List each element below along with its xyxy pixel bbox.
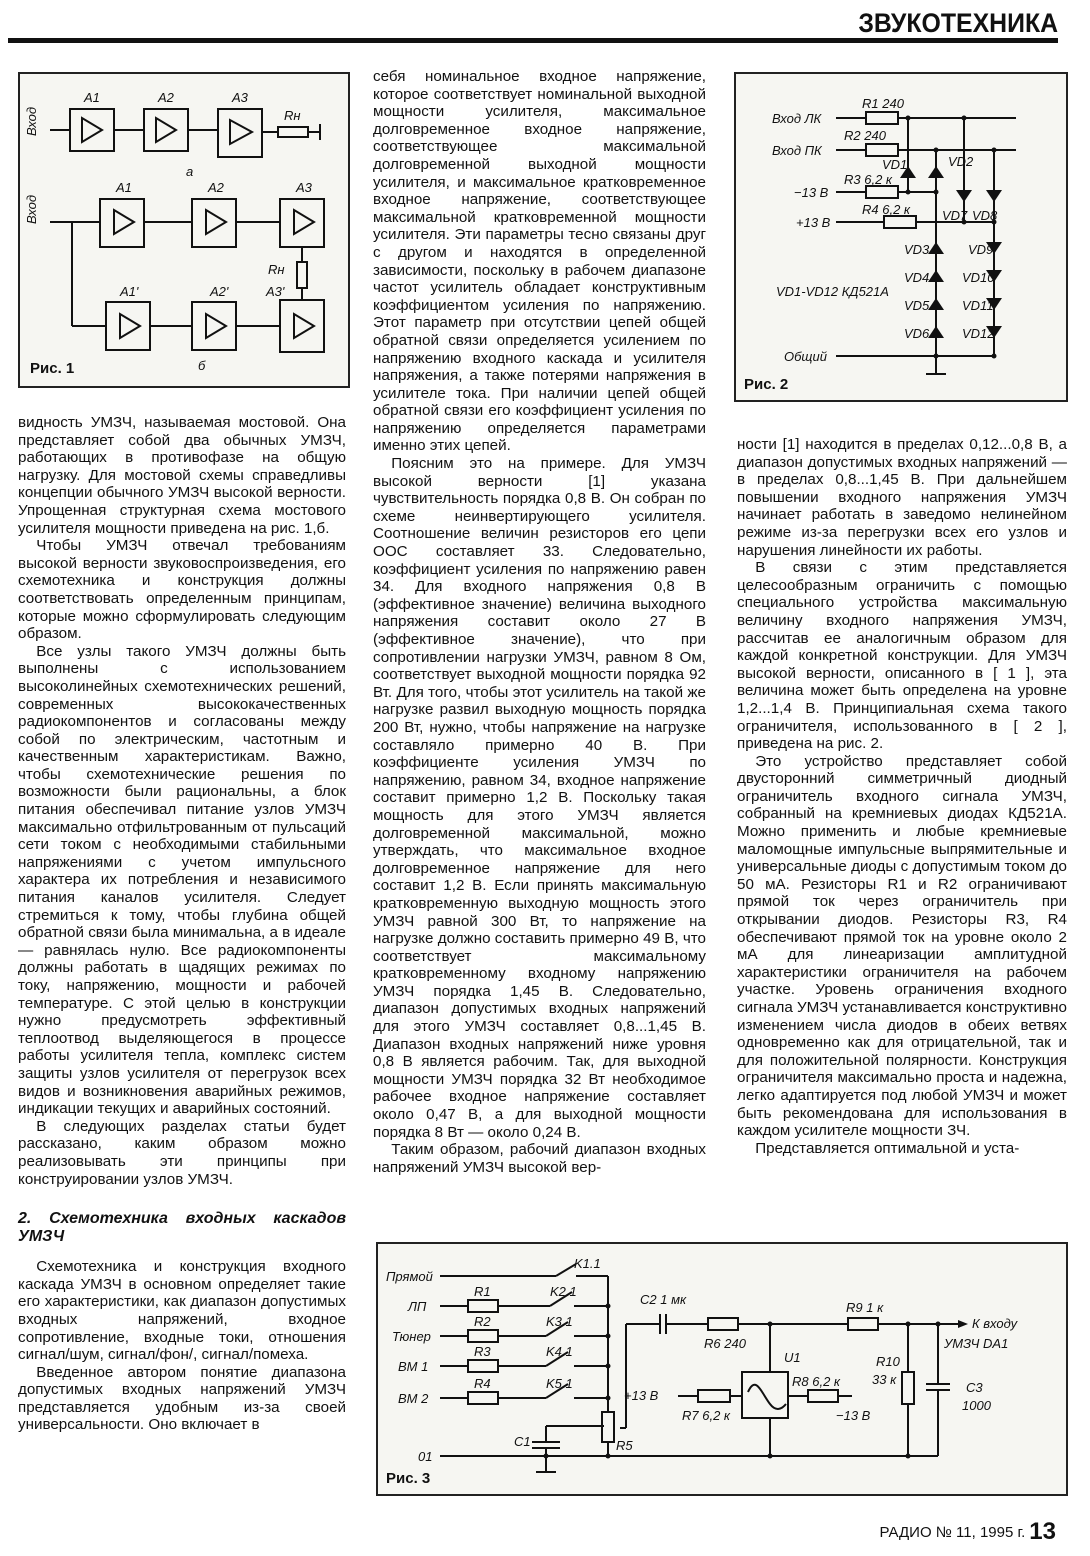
svg-text:R9 1 к: R9 1 к bbox=[846, 1300, 884, 1315]
svg-text:U1: U1 bbox=[784, 1350, 801, 1365]
svg-text:C1: C1 bbox=[514, 1434, 531, 1449]
svg-text:VD10: VD10 bbox=[962, 270, 995, 285]
svg-text:Тюнер: Тюнер bbox=[392, 1329, 431, 1344]
column-3 bbox=[737, 436, 1067, 1157]
figure-2 bbox=[734, 72, 1068, 402]
input-selector-schematic bbox=[378, 1244, 1066, 1494]
svg-text:VD11: VD11 bbox=[962, 298, 994, 313]
svg-text:R3: R3 bbox=[474, 1344, 491, 1359]
svg-text:R8 6,2 к: R8 6,2 к bbox=[792, 1374, 841, 1389]
paragraph: Таким образом, рабочий диапазон входных напряжений УМЗЧ высокой вер- bbox=[373, 1141, 706, 1176]
svg-text:R5: R5 bbox=[616, 1438, 633, 1453]
svg-text:VD3: VD3 bbox=[904, 242, 930, 257]
section-title: ЗВУКОТЕХНИКА bbox=[858, 8, 1058, 38]
paragraph: Поясним это на примере. Для УМЗЧ высокой верности [1] указана чувствительность порядка 0,8 В. Он собран по схеме неинвертирующего усилителя. Соотношение величин резисторов его цепи ООС составляет 33. Следовательно, коэффициент усиления по напряжению равен 34. Для входного напряжения 0,8 В (эффективное значение) величина выходного напряжения составит около 27 В (эффективное значение), что при сопротивлении нагрузки УМЗЧ, равном 8 Ом, соответствует выходной мощности порядка 92 Вт. Для того, чтобы этот усилитель на такой же нагрузке развил выходную мощность порядка 200 Вт, нужно, чтобы напряжение на нагрузке составляло примерно 40 В. При коэффициенте усиления УМЗЧ по напряжению, равном 34, входное напряжение составит примерно 1,2 В. Поскольку такая мощность для этого УМЗЧ является долговременной максимальной, можно утверждать, что максимальное входное долговременное напряжение для него составит 1,2 В. Если принять максимальную кратковременную выходную мощность этого УМЗЧ равной 300 Вт, то напряжение на нагрузке должно составить примерно 49 В, что соответствует максимальному кратковременному входному напряжению УМЗЧ порядка 1,45 В. Следовательно, диапазон допустимых входных напряжений для этого УМЗЧ составляет 0,8...1,45 В. Диапазон входных напряжений ниже уровня 0,8 В является рабочим. Так, для выходной мощности УМЗЧ порядка 32 Вт необходимое рабочее входное напряжение составляет около 0,47 В, а для выходной мощности порядка 8 Вт — около 0,24 В. bbox=[373, 455, 706, 1141]
svg-text:33 к: 33 к bbox=[872, 1372, 897, 1387]
figure-3-caption: Рис. 3 bbox=[386, 1470, 431, 1487]
svg-text:A1: A1 bbox=[116, 180, 132, 195]
svg-text:A2: A2 bbox=[158, 90, 174, 105]
svg-text:VD9: VD9 bbox=[968, 242, 994, 257]
paragraph: себя номинальное входное напряжение, которое соответствует номинальной выходной мощности усилителя, максимальное долговременное входное напряжение, соответствующее максимальной долговременной выходной мощности усилителя, и максимальное кратковременное входное напряжение, соответствующее максимальной кратковременной мощности усилителя. Эти параметры тесно связаны друг с другом и находятся в определенной зависимости, поскольку в рабочем диапазоне частот усилитель обладает конструктивным коэффициентом усиления по напряжению. Этот параметр при отсутствии цепей общей обратной связи определяется усилением по напряжению входного каскада и усилителя напряжения, а также потерями напряжения в усилителе тока. При наличии цепей общей обратной связи его коэффициент усиления по напряжению определяется параметрами именно этих цепей. bbox=[373, 68, 706, 455]
svg-text:A3: A3 bbox=[232, 90, 248, 105]
header-rule bbox=[8, 38, 1058, 43]
journal-info: РАДИО № 11, 1995 г. bbox=[879, 1524, 1026, 1541]
svg-text:VD2: VD2 bbox=[948, 154, 974, 169]
svg-text:Общий: Общий bbox=[784, 349, 827, 364]
svg-text:A1': A1' bbox=[120, 284, 139, 299]
svg-text:K2.1: K2.1 bbox=[550, 1284, 577, 1299]
svg-text:R4: R4 bbox=[474, 1376, 491, 1391]
page-footer bbox=[880, 1518, 1057, 1546]
svg-text:1000: 1000 bbox=[962, 1398, 991, 1413]
svg-text:R1 240: R1 240 bbox=[862, 96, 904, 111]
svg-text:C3: C3 bbox=[966, 1380, 983, 1395]
svg-text:ВМ 1: ВМ 1 bbox=[398, 1359, 429, 1374]
svg-text:Вход ПК: Вход ПК bbox=[772, 143, 822, 158]
svg-text:R6 240: R6 240 bbox=[704, 1336, 746, 1351]
svg-text:ВМ 2: ВМ 2 bbox=[398, 1391, 429, 1406]
svg-text:R3 6,2 к: R3 6,2 к bbox=[844, 172, 893, 187]
svg-text:A2: A2 bbox=[208, 180, 224, 195]
svg-text:VD6: VD6 bbox=[904, 326, 930, 341]
svg-text:A3': A3' bbox=[266, 284, 285, 299]
svg-text:Вход: Вход bbox=[24, 106, 39, 136]
svg-text:A1: A1 bbox=[84, 90, 100, 105]
svg-text:VD8: VD8 bbox=[972, 208, 998, 223]
svg-text:а: а bbox=[186, 164, 194, 179]
svg-text:К входу: К входу bbox=[972, 1316, 1018, 1331]
svg-text:УМЗЧ DA1: УМЗЧ DA1 bbox=[944, 1336, 1009, 1351]
svg-text:−13 В: −13 В bbox=[836, 1408, 871, 1423]
svg-text:01: 01 bbox=[418, 1449, 433, 1464]
svg-text:R4 6,2 к: R4 6,2 к bbox=[862, 202, 911, 217]
paragraph: видность УМЗЧ, называемая мостовой. Она представляет собой два обычных УМЗЧ, работающих в противофазе на общую нагрузку. Для мостовой схемы справедливы концепции обычного УМЗЧ высокой верности. Упрощенная структурная схема мостового усилителя мощности приведена на рис. 1,б. bbox=[18, 414, 346, 537]
svg-text:VD12: VD12 bbox=[962, 326, 995, 341]
column-2 bbox=[373, 68, 706, 1176]
figure-3 bbox=[376, 1242, 1068, 1496]
svg-text:VD4: VD4 bbox=[904, 270, 930, 285]
svg-text:R2: R2 bbox=[474, 1314, 491, 1329]
svg-text:VD7: VD7 bbox=[942, 208, 968, 223]
svg-text:R7 6,2 к: R7 6,2 к bbox=[682, 1408, 731, 1423]
svg-text:R1: R1 bbox=[474, 1284, 491, 1299]
svg-text:Вход: Вход bbox=[24, 194, 39, 224]
paragraph: Представляется оптимальной и уста- bbox=[755, 1139, 1020, 1157]
page-number: 13 bbox=[1029, 1518, 1056, 1545]
svg-text:−13 В: −13 В bbox=[794, 185, 829, 200]
svg-text:VD1-VD12 КД521А: VD1-VD12 КД521А bbox=[776, 284, 889, 299]
svg-text:Rн: Rн bbox=[284, 108, 301, 123]
paragraph: Введенное автором понятие диапазона допустимых входных напряжений УМЗЧ представляется удобным из-за своей универсальности. Оно включает в bbox=[18, 1363, 346, 1434]
svg-text:K4.1: K4.1 bbox=[546, 1344, 573, 1359]
svg-text:+13 В: +13 В bbox=[624, 1388, 659, 1403]
svg-text:Вход ЛК: Вход ЛК bbox=[772, 111, 822, 126]
svg-text:Прямой: Прямой bbox=[386, 1269, 433, 1284]
svg-text:K5.1: K5.1 bbox=[546, 1376, 573, 1391]
paragraph: Схемотехника и конструкция входного каскада УМЗЧ в основном определяет такие его характеристики, как диапазон допустимых входных напряжений, входное сопротивление, входные токи, отношения сигнал/шум, сигнал/фон/, сигнал/помеха. bbox=[18, 1258, 346, 1364]
svg-text:Rн: Rн bbox=[268, 262, 285, 277]
svg-text:R2 240: R2 240 bbox=[844, 128, 886, 143]
svg-text:VD5: VD5 bbox=[904, 298, 930, 313]
paragraph: Это устройство представляет собой двусторонний симметричный диодный ограничитель входного сигнала УМЗЧ, собранный на кремниевых диодах КД521А. Можно применить и любые кремниевые маломощные импульсные выпрямительные и универсальные диоды с допустимым током до 50 мА. Резисторы R1 и R2 ограничивают прямой ток через ограничитель при открывании диодов. Резисторы R3, R4 обеспечивают прямой ток на уровне около 2 мА для линеаризации амплитудной характеристики ограничителя на рабочем участке. Уровень ограничения входного сигнала УМЗЧ устанавливается конструктивно изменением числа диодов в обеих ветвях одновременно как для отрицательной, так и для положительной полярности. Конструкция ограничителя максимально проста и надежна, легко адаптируется под любой УМЗЧ и может быть рекомендована для использования в каждом усилителе мощности ЗЧ. bbox=[737, 752, 1067, 1140]
svg-text:б: б bbox=[198, 358, 206, 373]
paragraph: ности [1] находится в пределах 0,12...0,8 В, а диапазон допустимых входных напряжений — в пределах 0,8...1,45 В. При дальнейшем повышении входного напряжения УМЗЧ начинает работать в заведомо нелинейном режиме из-за перегрузки всех его узлов и нарушения линейности их работы. bbox=[737, 436, 1067, 559]
svg-text:C2 1 мк: C2 1 мк bbox=[640, 1292, 687, 1307]
svg-text:A3: A3 bbox=[296, 180, 312, 195]
paragraph: Чтобы УМЗЧ отвечал требованиям высокой верности звуковоспроизведения, его схемотехника и конструкция должны соответствовать определенным принципам, которые можно сформулировать следующим образом. bbox=[18, 537, 346, 643]
svg-text:ЛП: ЛП bbox=[408, 1299, 427, 1314]
block-diagram bbox=[20, 74, 348, 386]
paragraph: В связи с этим представляется целесообразным ограничить с помощью специального устройства максимальную величину входного напряжения УМЗЧ, рассчитав ее аналогичным образом для каждой конкретной конструкции. Для УМЗЧ высокой верности, описанного в [ 1 ], эта величина может быть определена на уровне 1,2...1,4 В. Принципиальная схема такого ограничителя, использованного в [ 2 ], приведена на рис. 2. bbox=[737, 559, 1067, 753]
svg-text:A2': A2' bbox=[210, 284, 229, 299]
paragraph: В следующих разделах статьи будет рассказано, каким образом можно реализовывать эти принципы при конструировании узлов УМЗЧ. bbox=[18, 1117, 346, 1188]
svg-text:K3.1: K3.1 bbox=[546, 1314, 573, 1329]
figure-2-caption: Рис. 2 bbox=[744, 376, 789, 393]
svg-text:K1.1: K1.1 bbox=[574, 1256, 601, 1271]
figure-1-caption: Рис. 1 bbox=[30, 360, 75, 377]
column-1 bbox=[18, 414, 346, 1434]
limiter-schematic bbox=[736, 74, 1066, 400]
svg-text:VD1: VD1 bbox=[882, 157, 908, 172]
paragraph: Все узлы такого УМЗЧ должны быть выполнены с использованием высоколинейных схемотехнических решений, современных высококачественных радиокомпонентов и согласованы между собой по электрическим, частотным и качественным характеристикам. Важно, чтобы схемотехнические решения по возможности были рациональны, а блок питания обеспечивал питание узлов УМЗЧ максимально отфильтрованным от пульсаций сети током с необходимыми стабильными напряжениями с учетом импульсного характера их потребления и независимого питания каналов усилителя. Следует стремиться к тому, чтобы глубина общей обратной связи была минимальна, а в идеале — равнялась нулю. Все радиокомпоненты должны работать в щадящих режимах по току, напряжению, мощности и рабочей температуре. С этой целью в конструкции нужно предусмотреть эффективный теплоотвод выделяющегося в процессе работы усилителя тепла, комплекс систем защиты узлов усилителя от перегрузок всех видов и возникновения аварийных режимов, индикации текущих и аварийных состояний. bbox=[18, 642, 346, 1118]
section-heading: 2. Схемотехника входных каскадов УМЗЧ bbox=[18, 1210, 346, 1246]
svg-text:R10: R10 bbox=[876, 1354, 900, 1369]
svg-text:+13 В: +13 В bbox=[796, 215, 831, 230]
figure-1 bbox=[18, 72, 350, 388]
